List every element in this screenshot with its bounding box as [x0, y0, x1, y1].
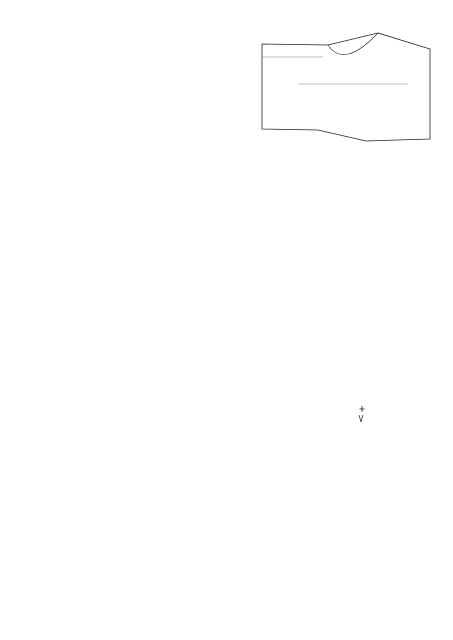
sc-symbol-icon	[358, 405, 366, 413]
crochet-chart	[133, 166, 443, 616]
garment-pattern-diagram	[258, 29, 434, 142]
pattern-neckline	[328, 33, 378, 55]
increase-symbol-icon	[356, 414, 366, 423]
pattern-outline	[262, 33, 430, 141]
